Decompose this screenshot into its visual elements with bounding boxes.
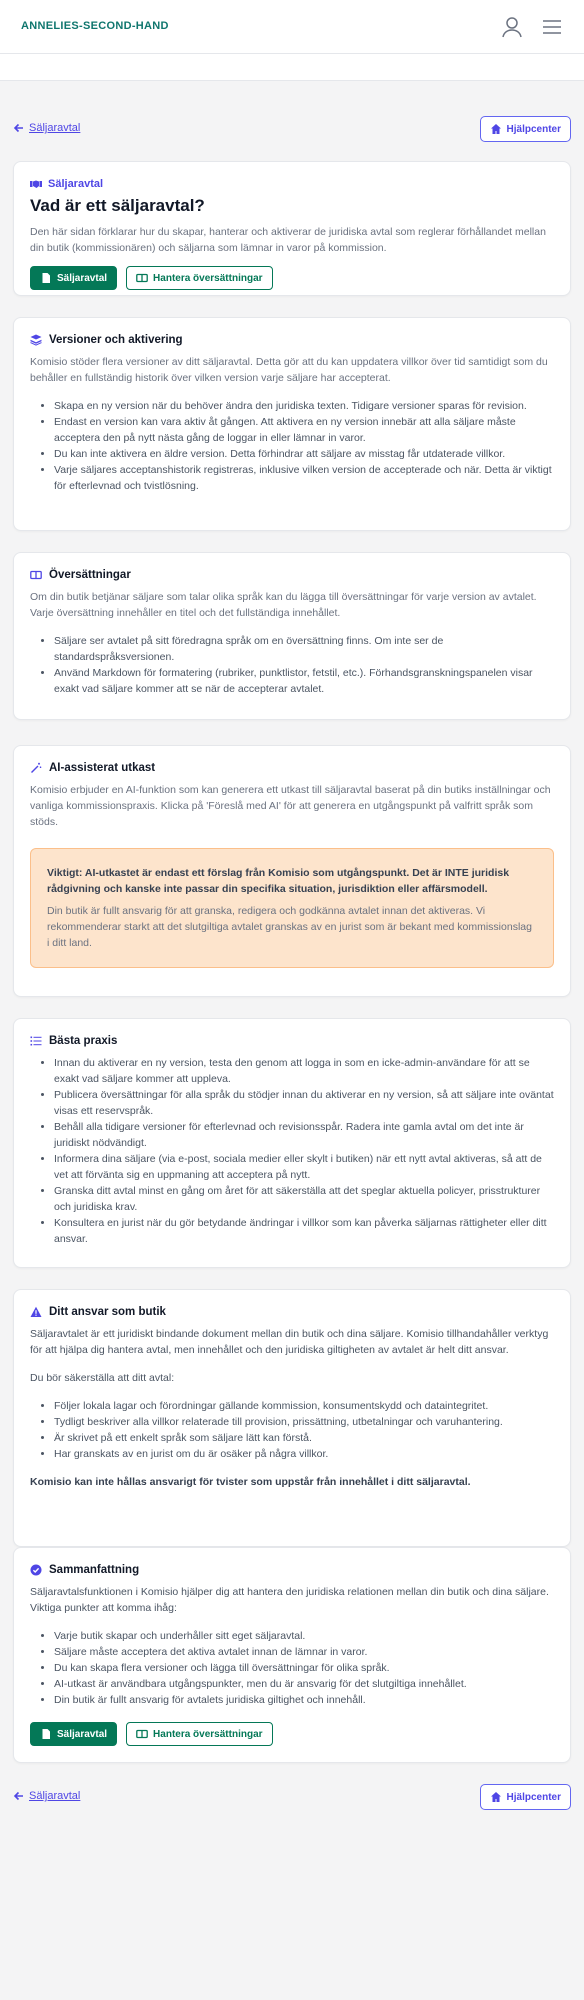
ai-warning-box — [30, 848, 554, 968]
language-icon — [136, 1728, 148, 1740]
intro-eyebrow-label: Säljaravtal — [48, 178, 104, 190]
list-item: • Skapa en ny version när du behöver ändra den juridiska texten. Tidigare versioner sparas för revision. — [54, 398, 554, 414]
practices-heading-label: Bästa praxis — [49, 1035, 118, 1047]
summary-heading-label: Sammanfattning — [49, 1564, 140, 1576]
ai-text: Komisio erbjuder en AI-funktion som kan generera ett utkast till säljaravtal baserat på din butiks inställningar och vanliga kommissionspraxis. Klicka på 'Föreslå med AI' för att generera en utgångspunkt på valfritt språk som stöds. — [30, 784, 551, 828]
ai-draft-card — [13, 745, 571, 997]
help-center-label: Hjälpcenter — [506, 123, 561, 135]
language-icon — [30, 569, 42, 581]
list-item: • Tydligt beskriver alla villkor relaterade till provision, prissättning, utbetalningar och varuhantering. — [54, 1414, 554, 1430]
intro-text: Den här sidan förklarar hur du skapar, hanterar och aktiverar de juridiska avtal som reglerar förhållandet mellan din butik (kommissionären) och säljarna som lämnar in varor på kommission. — [30, 226, 546, 254]
home-icon — [490, 1791, 502, 1803]
translations-heading-label: Översättningar — [49, 569, 131, 581]
summary-button-row — [30, 1722, 554, 1746]
translations-card — [13, 552, 571, 720]
intro-card — [13, 161, 571, 296]
manage-translations-button-label: Hantera översättningar — [153, 1728, 263, 1740]
responsibility-text: Säljaravtalet är ett juridiskt bindande dokument mellan din butik och dina säljare. Komisio tillhandahåller verktyg för att hjälpa dig hantera avtal, men innehållet och den juridiska giltigheten av avtalet är helt ditt ansvar. — [30, 1328, 549, 1356]
list-item: • Publicera översättningar för alla språk du stödjer innan du aktiverar en ny version, så att säljare inte oväntat visas ett reservspråk. — [54, 1087, 554, 1119]
page-title: Vad är ett säljaravtal? — [30, 196, 205, 215]
practices-list — [54, 1055, 554, 1247]
summary-heading — [30, 1564, 554, 1576]
versions-list — [54, 398, 554, 494]
intro-button-row — [30, 266, 554, 290]
list-icon — [30, 1035, 42, 1047]
nav-row-top — [13, 116, 571, 142]
list-item: • Granska ditt avtal minst en gång om året för att säkerställa att det speglar aktuella policyer, prisstrukturer och juridiska krav. — [54, 1183, 554, 1215]
list-item: • Endast en version kan vara aktiv åt gången. Att aktivera en ny version innebär att alla säljare måste acceptera den på nytt nästa gång de loggar in eller lämnar in varor. — [54, 414, 554, 446]
handshake-icon — [30, 178, 42, 190]
seller-agreement-button-label: Säljaravtal — [57, 272, 108, 284]
manage-translations-button-label: Hantera översättningar — [153, 272, 263, 284]
manage-translations-button[interactable] — [126, 266, 272, 290]
back-link[interactable] — [13, 1790, 80, 1802]
list-item: • Varje säljares acceptanshistorik registreras, inklusive vilken version de accepterade och när. Detta är viktigt för efterlevnad och tvistlösning. — [54, 462, 554, 494]
list-item: • Din butik är fullt ansvarig för avtalets juridiska giltighet och innehåll. — [54, 1692, 554, 1708]
versions-heading-label: Versioner och aktivering — [49, 334, 183, 346]
translations-list — [54, 633, 554, 697]
nav-row-bottom — [13, 1784, 571, 1810]
magic-wand-icon — [30, 762, 42, 774]
home-icon — [490, 123, 502, 135]
check-circle-icon — [30, 1564, 42, 1576]
list-item: • Följer lokala lagar och förordningar gällande kommission, konsumentskydd och dataintegritet. — [54, 1398, 554, 1414]
translations-heading — [30, 569, 554, 581]
ai-warning-strong: Viktigt: AI-utkastet är endast ett förslag från Komisio som utgångspunkt. Det är INTE juridisk rådgivning och kanske inte passar din specifika situation, jurisdiktion eller affärsmodell. — [47, 867, 510, 895]
responsibility-list — [54, 1398, 554, 1462]
brand-logo[interactable]: ANNELIES-SECOND-HAND — [21, 20, 169, 32]
translations-text: Om din butik betjänar säljare som talar olika språk kan du lägga till översättningar för varje version av avtalet. Varje översättning innehåller en titel och det fullständiga innehållet. — [30, 591, 537, 619]
arrow-left-icon — [13, 122, 25, 134]
list-item: • Är skrivet på ett enkelt språk som säljare lätt kan förstå. — [54, 1430, 554, 1446]
help-center-button[interactable] — [480, 116, 571, 142]
list-item: • Varje butik skapar och underhåller sitt eget säljaravtal. — [54, 1628, 554, 1644]
help-center-button[interactable] — [480, 1784, 571, 1810]
user-icon[interactable] — [500, 15, 524, 39]
responsibility-heading-label: Ditt ansvar som butik — [49, 1306, 166, 1318]
sub-bar — [0, 54, 584, 81]
list-item: • Har granskats av en jurist om du är osäker på några villkor. — [54, 1446, 554, 1462]
list-item: • Konsultera en jurist när du gör betydande ändringar i villkor som kan påverka säljarnas rättigheter eller ditt ansvar. — [54, 1215, 554, 1247]
intro-eyebrow — [30, 178, 554, 190]
list-item: • Säljare ser avtalet på sitt föredragna språk om en översättning finns. Om inte ser de standardspråksversionen. — [54, 633, 554, 665]
responsibility-lead: Du bör säkerställa att ditt avtal: — [30, 1372, 175, 1384]
back-link-label: Säljaravtal — [29, 1790, 81, 1802]
language-icon — [136, 272, 148, 284]
list-item: • Behåll alla tidigare versioner för efterlevnad och revisionsspår. Radera inte gamla avtal om det inte är juridiskt nödvändigt. — [54, 1119, 554, 1151]
top-bar — [0, 0, 584, 54]
list-item: • Du kan skapa flera versioner och lägga till översättningar för olika språk. — [54, 1660, 554, 1676]
best-practices-card — [13, 1018, 571, 1268]
responsibility-card — [13, 1289, 571, 1547]
file-icon — [40, 272, 52, 284]
arrow-left-icon — [13, 1790, 25, 1802]
ai-heading-label: AI-assisterat utkast — [49, 762, 156, 774]
warning-icon — [30, 1306, 42, 1318]
manage-translations-button[interactable] — [126, 1722, 272, 1746]
responsibility-heading — [30, 1306, 554, 1318]
list-item: • Använd Markdown för formatering (rubriker, punktlistor, fetstil, etc.). Förhandsgranskningspanelen visar exakt vad säljare kommer att se när de accepterar avtalet. — [54, 665, 554, 697]
versions-text: Komisio stöder flera versioner av ditt säljaravtal. Detta gör att du kan uppdatera villkor över tid samtidigt som du behåller en fullständig historik över vilken version varje säljare har accepterat. — [30, 356, 548, 384]
summary-text: Säljaravtalsfunktionen i Komisio hjälper dig att hantera den juridiska relationen mellan din butik och dina säljare. Viktiga punkter att komma ihåg: — [30, 1586, 549, 1614]
hamburger-menu-icon[interactable] — [541, 17, 563, 37]
versions-heading — [30, 334, 554, 346]
ai-warning-text: Din butik är fullt ansvarig för att granska, redigera och godkänna avtalet innan det aktiveras. Vi rekommenderar starkt att det slutgiltiga avtalet granskas av en jurist som är bekant med kommissionslag i ditt land. — [47, 905, 532, 949]
back-link[interactable] — [13, 122, 80, 134]
list-item: • AI-utkast är användbara utgångspunkter, men du är ansvarig för det slutgiltiga innehållet. — [54, 1676, 554, 1692]
seller-agreement-button[interactable] — [30, 266, 117, 290]
summary-card — [13, 1547, 571, 1763]
seller-agreement-button-label: Säljaravtal — [57, 1728, 108, 1740]
list-item: • Du kan inte aktivera en äldre version. Detta förhindrar att säljare av misstag får utdaterade villkor. — [54, 446, 554, 462]
layers-icon — [30, 334, 42, 346]
ai-heading — [30, 762, 554, 774]
help-center-label: Hjälpcenter — [506, 1791, 561, 1803]
list-item: • Informera dina säljare (via e-post, sociala medier eller skylt i butiken) när ett nytt avtal aktiveras, så att de vet att förvänta sig en uppmaning att acceptera på nytt. — [54, 1151, 554, 1183]
responsibility-disclaimer: Komisio kan inte hållas ansvarigt för tvister som uppstår från innehållet i ditt säljaravtal. — [30, 1476, 471, 1488]
practices-heading — [30, 1035, 554, 1047]
summary-list — [54, 1628, 554, 1708]
seller-agreement-button[interactable] — [30, 1722, 117, 1746]
file-icon — [40, 1728, 52, 1740]
list-item: • Säljare måste acceptera det aktiva avtalet innan de lämnar in varor. — [54, 1644, 554, 1660]
back-link-label: Säljaravtal — [29, 122, 81, 134]
list-item: • Innan du aktiverar en ny version, testa den genom att logga in som en icke-admin-användare för att se exakt vad säljare kommer att uppleva. — [54, 1055, 554, 1087]
versions-card — [13, 317, 571, 531]
